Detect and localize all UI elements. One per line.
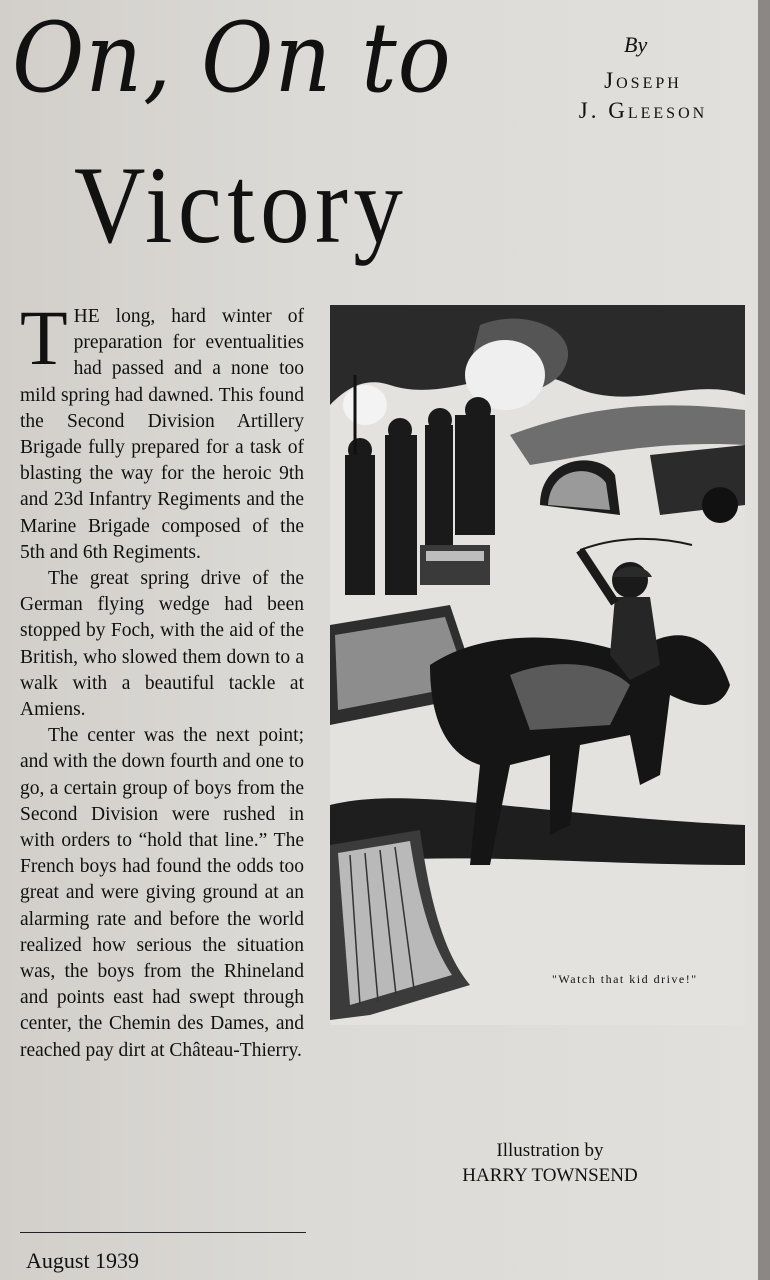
credit-artist: HARRY TOWNSEND <box>462 1165 638 1186</box>
issue-date: August 1939 <box>26 1248 140 1273</box>
illustration-caption: "Watch that kid drive!" <box>552 972 698 986</box>
article-paragraph-1 <box>20 294 304 566</box>
illustration-credit <box>400 1138 700 1188</box>
byline-by: By <box>624 32 648 57</box>
footer-divider <box>20 1232 306 1233</box>
war-illustration <box>330 305 745 1025</box>
headline-script: On, On to <box>12 2 452 114</box>
author-first-name: Joseph <box>604 68 682 93</box>
drop-cap: T <box>20 294 68 381</box>
author-last-name: J. Gleeson <box>578 98 708 123</box>
article-paragraph-3: The center was the next point; and with the down fourth and one to go, a certain group of boys from the Second Division were rushed in with orders to “hold that line.” The French boys had found the odds too great and were giving ground at an alarming rate and before the world realized how serious the situation was, the boys from the Rhineland and points east had swept through center, the Chemin des Dames, and reached pay dirt at Château-Thierry. <box>20 725 304 1061</box>
credit-label: Illustration by <box>496 1140 604 1161</box>
byline-author <box>548 66 738 126</box>
article-body <box>20 294 304 1064</box>
article-paragraph-2: The great spring drive of the German flying wedge had been stopped by Foch, with the aid of the British, who slowed them down to a walk with a beautiful tackle at Amiens. <box>20 568 304 721</box>
headline-caps: Victory <box>74 144 409 266</box>
paragraph-1-text: HE long, hard winter of preparation for eventualities had passed and a none too mild spring had dawned. This found the Second Division Artillery Brigade fully prepared for a task of blasting the way for the heroic 9th and 23d Infantry Regiments and the Marine Brigade composed of the 5th and 6th Regiments. <box>20 306 304 563</box>
page-edge <box>758 0 770 1280</box>
